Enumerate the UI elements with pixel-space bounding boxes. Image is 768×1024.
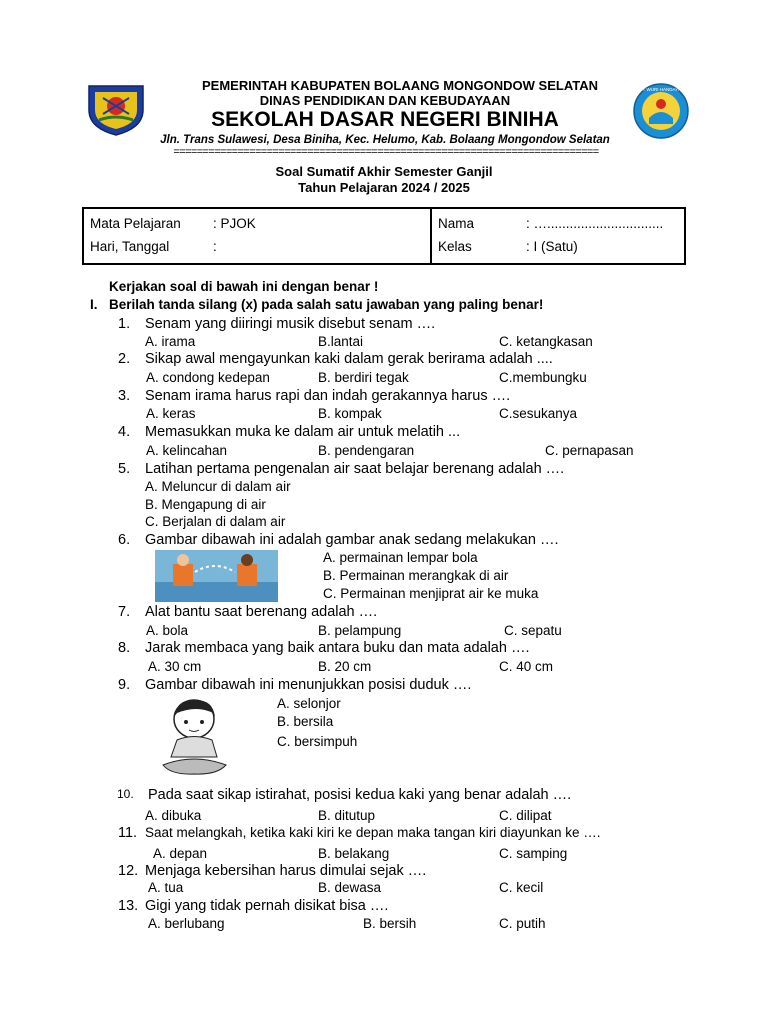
answer-option-a[interactable]: A. depan [153,846,208,861]
answer-option-b[interactable]: B. Mengapung di air [145,497,266,512]
question-text: Alat bantu saat berenang adalah …. [145,604,378,620]
answer-option-c[interactable]: C. 40 cm [499,659,554,674]
answer-option-b[interactable]: B. dewasa [318,880,382,895]
question-text: Jarak membaca yang baik antara buku dan mata adalah …. [145,640,530,656]
question-number: 5. [118,461,131,477]
answer-option-b[interactable]: B.lantai [318,334,364,349]
answer-option-a[interactable]: A. bola [146,623,189,638]
answer-option-c[interactable]: C. samping [499,846,568,861]
question-text: Gambar dibawah ini adalah gambar anak sedang melakukan …. [145,532,559,548]
question-text: Senam irama harus rapi dan indah gerakannya harus …. [145,388,511,404]
splashing-children-image [155,550,278,602]
question-number: 11. [118,825,138,841]
question-text: Senam yang diiringi musik disebut senam …. [145,316,436,332]
question-number: 4. [118,424,131,440]
answer-option-b[interactable]: B. berdiri tegak [318,370,409,385]
exam-title: Soal Sumatif Akhir Semester Ganjil [275,164,493,179]
question-text: Menjaga kebersihan harus dimulai sejak …. [145,863,427,879]
question-text: Gigi yang tidak pernah disikat bisa …. [145,898,389,914]
answer-option-a[interactable]: A. selonjor [277,696,341,711]
exam-year: Tahun Pelajaran 2024 / 2025 [298,180,470,195]
answer-option-c[interactable]: C. pernapasan [545,443,634,458]
question-number: 13. [118,898,139,914]
answer-option-b[interactable]: B. bersila [277,714,334,729]
question-text: Saat melangkah, ketika kaki kiri ke depan maka tangan kiri diayunkan ke …. [145,825,601,840]
answer-option-b[interactable]: B. Permainan merangkak di air [323,568,509,583]
answer-option-c[interactable]: C. dilipat [499,808,552,823]
header-separator: ========================================================================= [173,146,599,158]
class-value: : I (Satu) [526,239,578,254]
school-address: Jln. Trans Sulawesi, Desa Biniha, Kec. Helumo, Kab. Bolaang Mongondow Selatan [160,134,610,146]
name-value: : …............................... [526,216,664,231]
question-text: Latihan pertama pengenalan air saat belajar berenang adalah …. [145,461,565,477]
answer-option-a[interactable]: A. berlubang [148,916,225,931]
answer-option-b[interactable]: B. pelampung [318,623,402,638]
subject-label: Mata Pelajaran [90,216,181,231]
answer-option-c[interactable]: C. Permainan menjiprat air ke muka [323,586,539,601]
answer-option-a[interactable]: A. kelincahan [146,443,228,458]
info-divider [430,209,432,263]
question-number: 2. [118,351,131,367]
answer-option-b[interactable]: B. kompak [318,406,382,421]
answer-option-b[interactable]: B. pendengaran [318,443,415,458]
question-number: 6. [118,532,131,548]
answer-option-b[interactable]: B. belakang [318,846,390,861]
answer-option-a[interactable]: A. irama [145,334,196,349]
question-number: 1. [118,316,131,332]
question-number: 12. [118,863,139,879]
section-number: I. [90,297,98,312]
class-label: Kelas [438,239,472,254]
answer-option-a[interactable]: A. permainan lempar bola [323,550,478,565]
answer-option-c[interactable]: C. putih [499,916,546,931]
question-text: Sikap awal mengayunkan kaki dalam gerak berirama adalah .... [145,351,553,367]
date-value: : [213,239,217,254]
answer-option-c[interactable]: C. sepatu [504,623,562,638]
sitting-child-image [157,695,232,777]
question-text: Gambar dibawah ini menunjukkan posisi duduk …. [145,677,472,693]
question-text: Pada saat sikap istirahat, posisi kedua kaki yang benar adalah …. [148,787,572,803]
answer-option-a[interactable]: A. Meluncur di dalam air [145,479,291,494]
answer-option-a[interactable]: A. dibuka [145,808,202,823]
school-name: SEKOLAH DASAR NEGERI BINIHA [211,108,559,131]
answer-option-c[interactable]: C. kecil [499,880,544,895]
svg-text:TUT WURI HANDAYANI: TUT WURI HANDAYANI [636,87,686,92]
answer-option-b[interactable]: B. ditutup [318,808,376,823]
question-number: 9. [118,677,131,693]
subject-value: : PJOK [213,216,256,231]
gov-header: PEMERINTAH KABUPATEN BOLAANG MONGONDOW SELATAN [202,78,598,93]
question-text: Memasukkan muka ke dalam air untuk melatih ... [145,424,461,440]
answer-option-a[interactable]: A. condong kedepan [146,370,270,385]
question-number: 8. [118,640,131,656]
student-info-box [82,207,686,265]
answer-option-b[interactable]: B. 20 cm [318,659,372,674]
answer-option-c[interactable]: C. ketangkasan [499,334,593,349]
answer-option-c[interactable]: C.membungku [499,370,587,385]
question-number: 10. [117,787,134,801]
dept-header: DINAS PENDIDIKAN DAN KEBUDAYAAN [259,93,511,108]
answer-option-c[interactable]: C. Berjalan di dalam air [145,514,286,529]
name-label: Nama [438,216,475,231]
answer-option-a[interactable]: A. keras [146,406,196,421]
question-number: 3. [118,388,131,404]
answer-option-c[interactable]: C.sesukanya [499,406,578,421]
instruction: Kerjakan soal di bawah ini dengan benar ! [109,279,379,294]
section-instruction: Berilah tanda silang (x) pada salah satu jawaban yang paling benar! [109,297,544,312]
answer-option-c[interactable]: C. bersimpuh [277,734,358,749]
answer-option-b[interactable]: B. bersih [363,916,417,931]
date-label: Hari, Tanggal [90,239,170,254]
question-number: 7. [118,604,131,620]
answer-option-a[interactable]: A. 30 cm [148,659,202,674]
answer-option-a[interactable]: A. tua [148,880,184,895]
